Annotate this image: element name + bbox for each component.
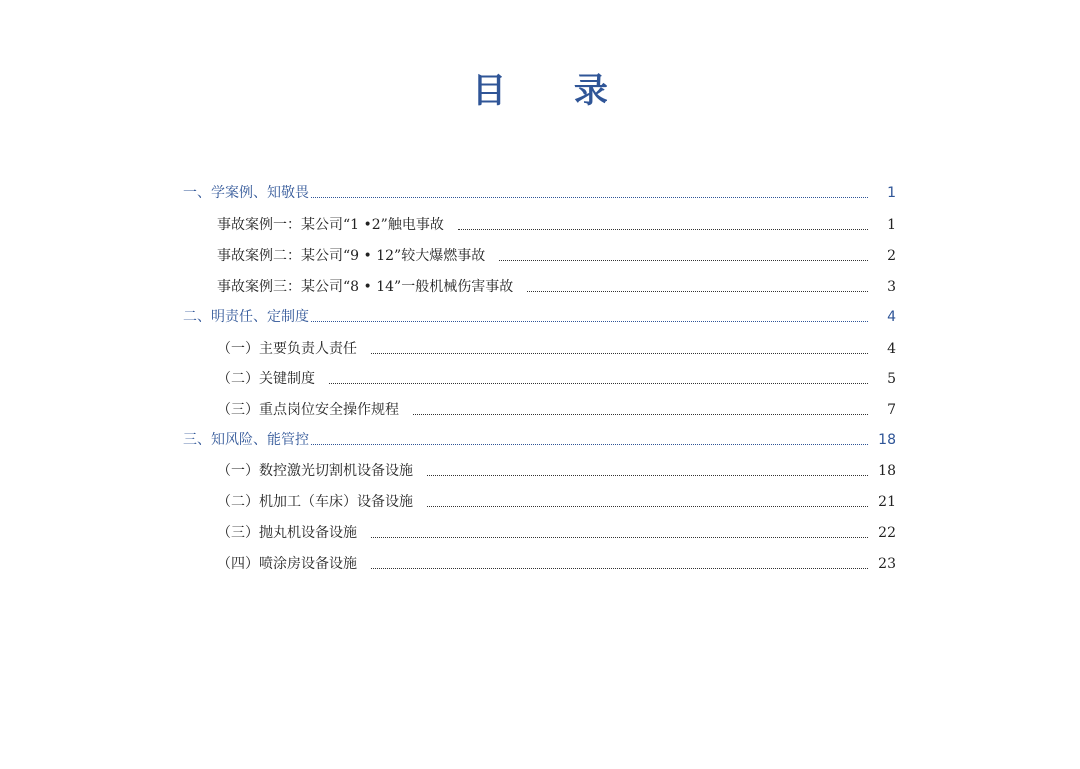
dot-leader	[427, 506, 868, 507]
toc-section-label: 二、明责任、定制度	[183, 309, 309, 325]
toc-page-number: 7	[887, 402, 896, 418]
toc-section-label: 三、知风险、能管控	[183, 432, 309, 448]
toc-entry-label: 事故案例二：某公司“9 • 12”较大爆燃事故	[217, 248, 486, 264]
dot-leader	[413, 414, 868, 415]
dot-leader	[311, 321, 868, 322]
toc-entry-label: （一）数控激光切割机设备设施	[217, 463, 413, 479]
toc-entry[interactable]	[217, 214, 896, 236]
toc-entry[interactable]	[217, 491, 896, 513]
toc-page-number: 21	[878, 494, 896, 510]
toc-entry-label: （二）关键制度	[217, 371, 315, 387]
dot-leader	[458, 229, 868, 230]
toc-section-label: 一、学案例、知敬畏	[183, 185, 309, 201]
toc-entry[interactable]	[217, 276, 896, 298]
dot-leader	[311, 444, 868, 445]
toc-entry-label: （三）重点岗位安全操作规程	[217, 402, 399, 418]
dot-leader	[499, 260, 868, 261]
toc-section-3[interactable]	[183, 429, 896, 451]
toc-page-number: 1	[887, 217, 896, 233]
toc-title: 目 录	[472, 71, 636, 111]
toc-page-number: 1	[887, 185, 896, 201]
dot-leader	[371, 568, 868, 569]
toc-entry-label: （一）主要负责人责任	[217, 341, 357, 357]
toc-page-number: 4	[887, 341, 896, 357]
toc-page-number: 22	[878, 525, 896, 541]
toc-entry[interactable]	[217, 399, 896, 421]
toc-entry-label: 事故案例一：某公司“1 •2”触电事故	[217, 217, 444, 233]
toc-entry[interactable]	[217, 553, 896, 575]
toc-entry-label: （三）抛丸机设备设施	[217, 525, 357, 541]
toc-entry[interactable]	[217, 338, 896, 360]
toc-page-number: 18	[878, 463, 896, 479]
dot-leader	[329, 383, 868, 384]
toc-page-number: 18	[878, 432, 896, 448]
toc-page-number: 23	[878, 556, 896, 572]
dot-leader	[371, 537, 868, 538]
toc-page-number: 3	[887, 279, 896, 295]
toc-entry-label: （二）机加工（车床）设备设施	[217, 494, 413, 510]
toc-entry-label: （四）喷涂房设备设施	[217, 556, 357, 572]
dot-leader	[427, 475, 868, 476]
toc-section-1[interactable]	[183, 182, 896, 204]
dot-leader	[527, 291, 868, 292]
toc-page-number: 5	[887, 371, 896, 387]
toc-entry-label: 事故案例三：某公司“8 • 14”一般机械伤害事故	[217, 279, 514, 295]
toc-entry[interactable]	[217, 522, 896, 544]
toc-entry[interactable]	[217, 460, 896, 482]
toc-section-2[interactable]	[183, 306, 896, 328]
dot-leader	[311, 197, 868, 198]
toc-entry[interactable]	[217, 245, 896, 267]
toc-entry[interactable]	[217, 368, 896, 390]
toc-page-number: 2	[887, 248, 896, 264]
dot-leader	[371, 353, 868, 354]
toc-page-number: 4	[887, 309, 896, 325]
